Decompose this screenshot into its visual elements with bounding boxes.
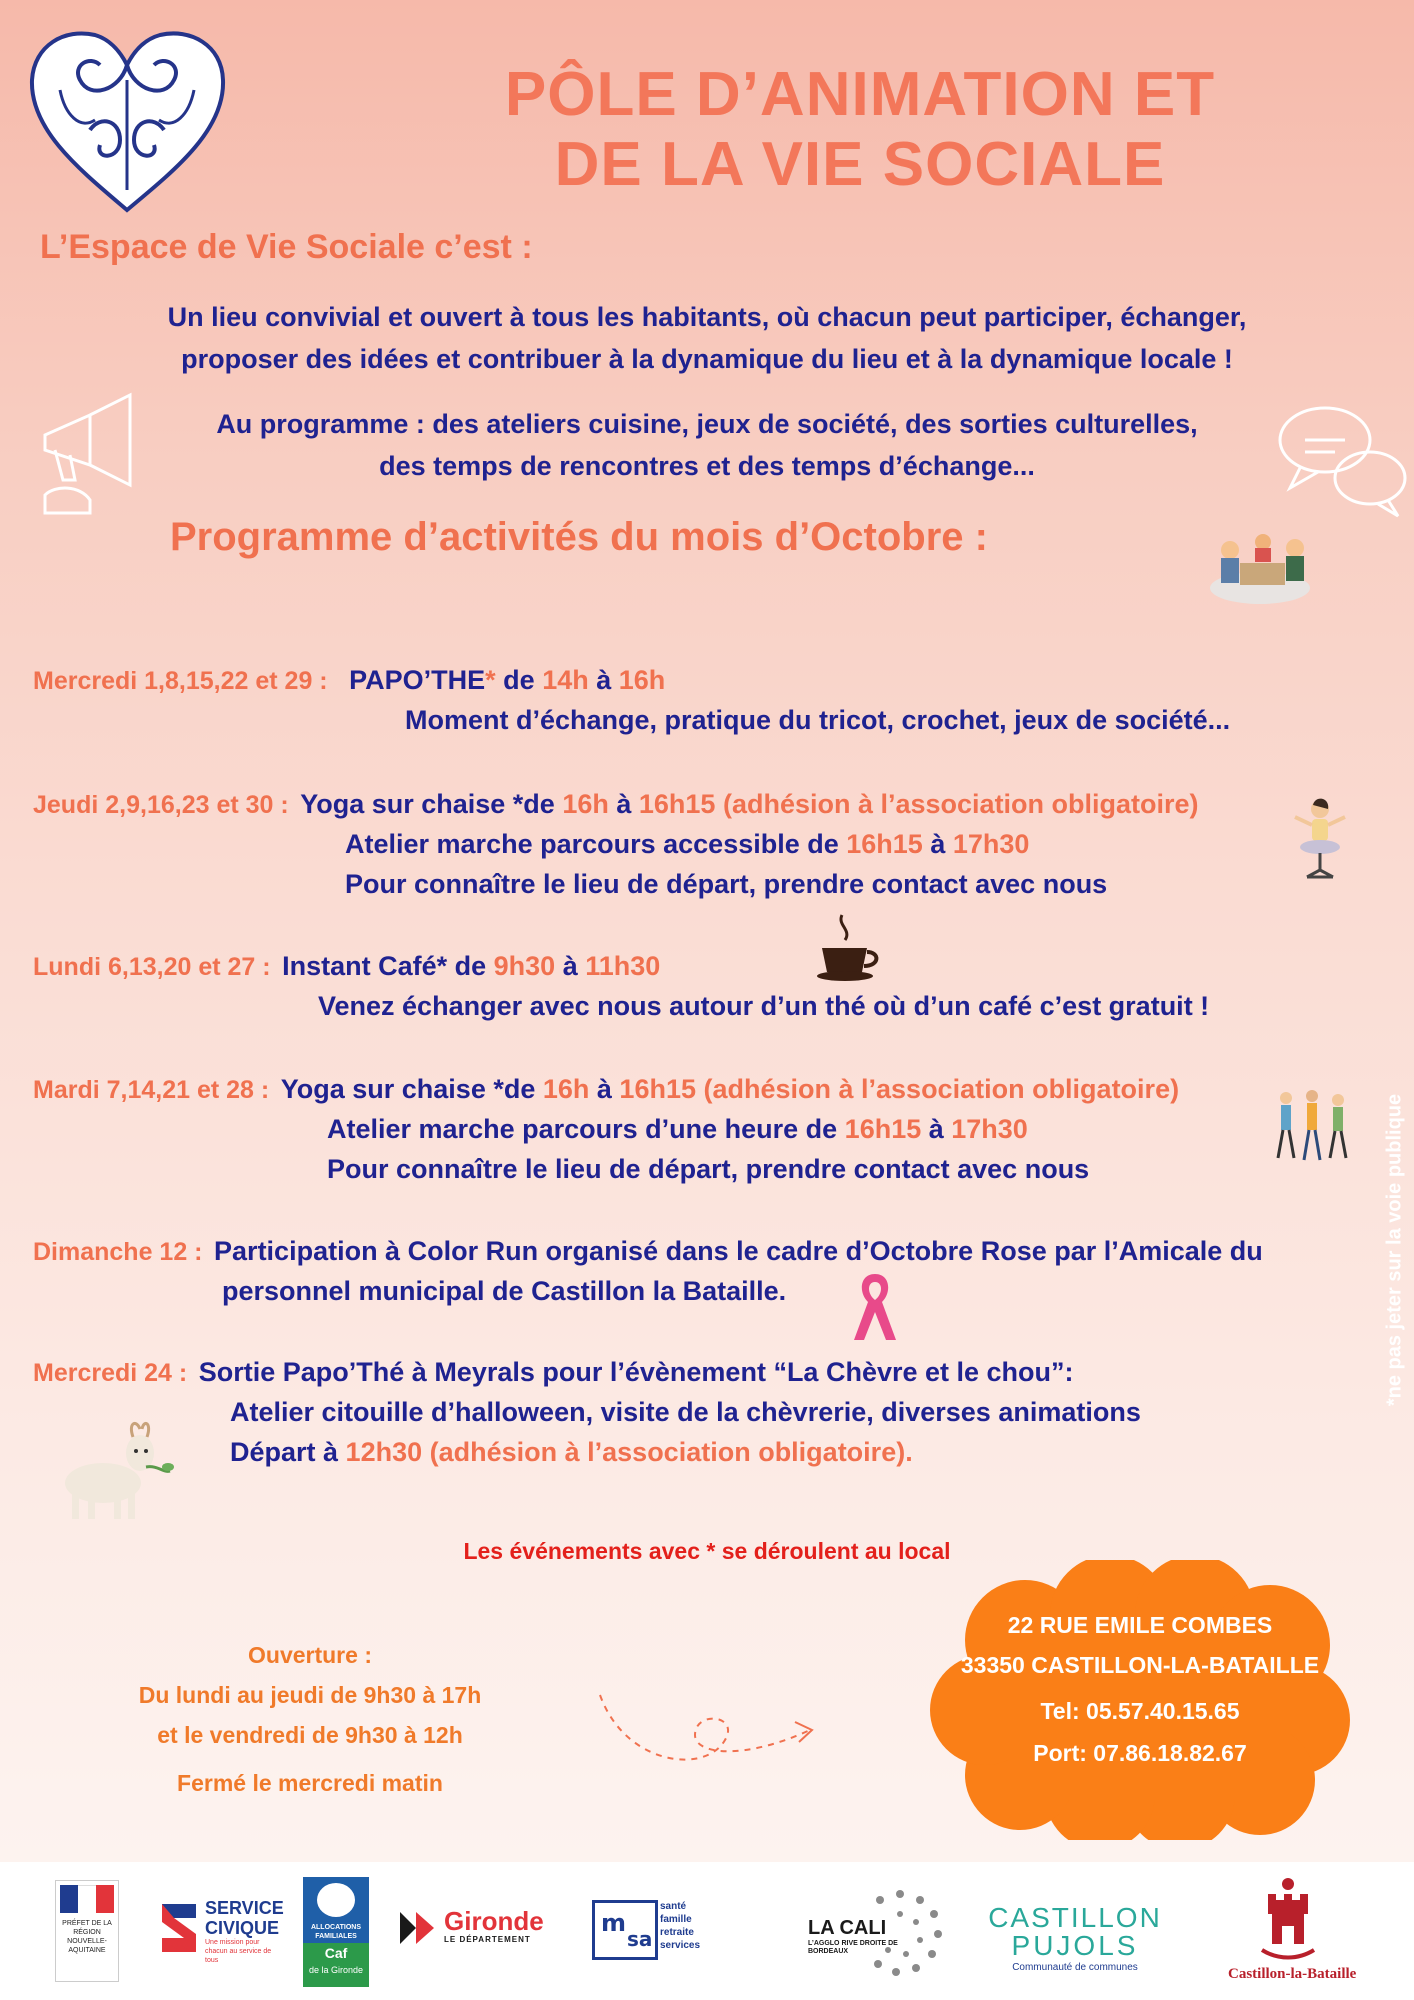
intro-paragraph-2: Au programme : des ateliers cuisine, jeux de société, des sorties culturelles, des temps de rencontres et des temps d’échange... (216, 409, 1198, 481)
intro-paragraph-1: Un lieu convivial et ouvert à tous les habitants, où chacun peut participer, échanger, proposer des idées et contribuer à la dynamique du lieu et à la dynamique locale ! (167, 302, 1247, 374)
event-6-day: Mercredi 24 : (33, 1359, 188, 1387)
heart-logo-icon (20, 20, 235, 215)
gironde-logo: Gironde LE DÉPARTEMENT (444, 1906, 544, 1944)
event-4-line-3: Pour connaître le lieu de départ, prendre contact avec nous (327, 1154, 1090, 1184)
dashed-arrow-icon (595, 1670, 825, 1790)
event-2-line-3: Pour connaître le lieu de départ, prendre contact avec nous (345, 869, 1108, 899)
event-6-line-2: Atelier citouille d’halloween, visite de la chèvrerie, diverses animations (230, 1397, 1141, 1427)
event-2-day: Jeudi 2,9,16,23 et 30 : (33, 791, 289, 819)
event-1: Mercredi 1,8,15,22 et 29 : PAPO’THE* de 14h à 16h (33, 665, 666, 695)
service-civique-icon (158, 1900, 200, 1956)
opening-hours: Ouverture : Du lundi au jeudi de 9h30 à 17h et le vendredi de 9h30 à 12h Fermé le mercredi matin (100, 1635, 520, 1803)
event-4-line-2: Atelier marche parcours d’une heure de 16h15 à 17h30 (327, 1114, 1028, 1144)
event-1-day: Mercredi 1,8,15,22 et 29 : (33, 667, 328, 695)
castle-crest-icon (1258, 1874, 1318, 1964)
coffee-cup-icon (812, 910, 882, 985)
event-2: Jeudi 2,9,16,23 et 30 : Yoga sur chaise *de 16h à 16h15 (adhésion à l’association obligatoire) (33, 789, 1199, 819)
event-1-title: PAPO’THE (349, 665, 486, 695)
partner-logos-footer (0, 1862, 1414, 2000)
phone-number: Tel: 05.57.40.15.65 (1040, 1698, 1240, 1724)
program-heading: Programme d’activités du mois d’Octobre : (170, 515, 988, 559)
board-game-illustration-icon (1205, 528, 1315, 608)
address-block (930, 1605, 1350, 1773)
intro-heading: L’Espace de Vie Sociale c’est : (40, 228, 533, 266)
local-events-note: Les événements avec * se déroulent au local (463, 1538, 951, 1564)
event-1-description: Moment d’échange, pratique du tricot, crochet, jeux de société... (405, 705, 1231, 735)
pink-ribbon-icon (850, 1268, 900, 1344)
speech-bubbles-icon (1270, 400, 1410, 520)
walking-people-illustration-icon (1272, 1088, 1352, 1168)
event-4-day: Mardi 7,14,21 et 28 : (33, 1076, 270, 1104)
event-6: Mercredi 24 : Sortie Papo’Thé à Meyrals pour l’évènement “La Chèvre et le chou”: (33, 1357, 1074, 1387)
mobile-number: Port: 07.86.18.82.67 (1033, 1740, 1247, 1766)
page-title: PÔLE D’ANIMATION ET DE LA VIE SOCIALE (504, 60, 1216, 199)
event-2-line-2: Atelier marche parcours accessible de 16h15 à 17h30 (345, 829, 1030, 859)
event-5: Dimanche 12 : Participation à Color Run organisé dans le cadre d’Octobre Rose par l’Amicale du (33, 1236, 1263, 1266)
gironde-arrow-icon (398, 1910, 440, 1946)
msa-logo: santé famille retraite services (660, 1901, 701, 1951)
side-note: *ne pas jeter sur la voie publique (1383, 1093, 1406, 1407)
event-3: Lundi 6,13,20 et 27 : Instant Café* de 9h30 à 11h30 (33, 951, 661, 981)
msa-logo-mark: m sa (592, 1900, 658, 1960)
yoga-chair-illustration-icon (1285, 795, 1355, 885)
address-line-2: 33350 CASTILLON-LA-BATAILLE (960, 1652, 1320, 1678)
opening-hours-title: Ouverture : (248, 1642, 372, 1668)
address-line-1: 22 RUE EMILE COMBES (1007, 1612, 1273, 1638)
service-civique-logo: SERVICE CIVIQUE Une mission pour chacun au service de tous (205, 1898, 284, 1964)
event-5-day: Dimanche 12 : (33, 1238, 203, 1266)
castillon-la-bataille-logo: Castillon-la-Bataille (1228, 1966, 1357, 1982)
event-3-description: Venez échanger avec nous autour d’un thé où d’un café c’est gratuit ! (318, 991, 1210, 1021)
la-cali-logo: LA CALI L’AGGLO RIVE DROITE DE BORDEAUX (808, 1917, 898, 1955)
prefet-logo: PRÉFET DE LA RÉGION NOUVELLE-AQUITAINE (55, 1880, 119, 1982)
castillon-pujols-logo: CASTILLON PUJOLS Communauté de communes (988, 1902, 1162, 1973)
event-3-day: Lundi 6,13,20 et 27 : (33, 953, 271, 981)
event-4: Mardi 7,14,21 et 28 : Yoga sur chaise *de 16h à 16h15 (adhésion à l’association obligatoire) (33, 1074, 1180, 1104)
event-6-line-3: Départ à 12h30 (adhésion à l’association obligatoire). (230, 1437, 913, 1467)
event-5-line-2: personnel municipal de Castillon la Bataille. (222, 1276, 787, 1306)
caf-logo: ALLOCATIONS FAMILIALES Caf de la Gironde (303, 1877, 369, 1987)
goat-illustration-icon (58, 1415, 178, 1525)
